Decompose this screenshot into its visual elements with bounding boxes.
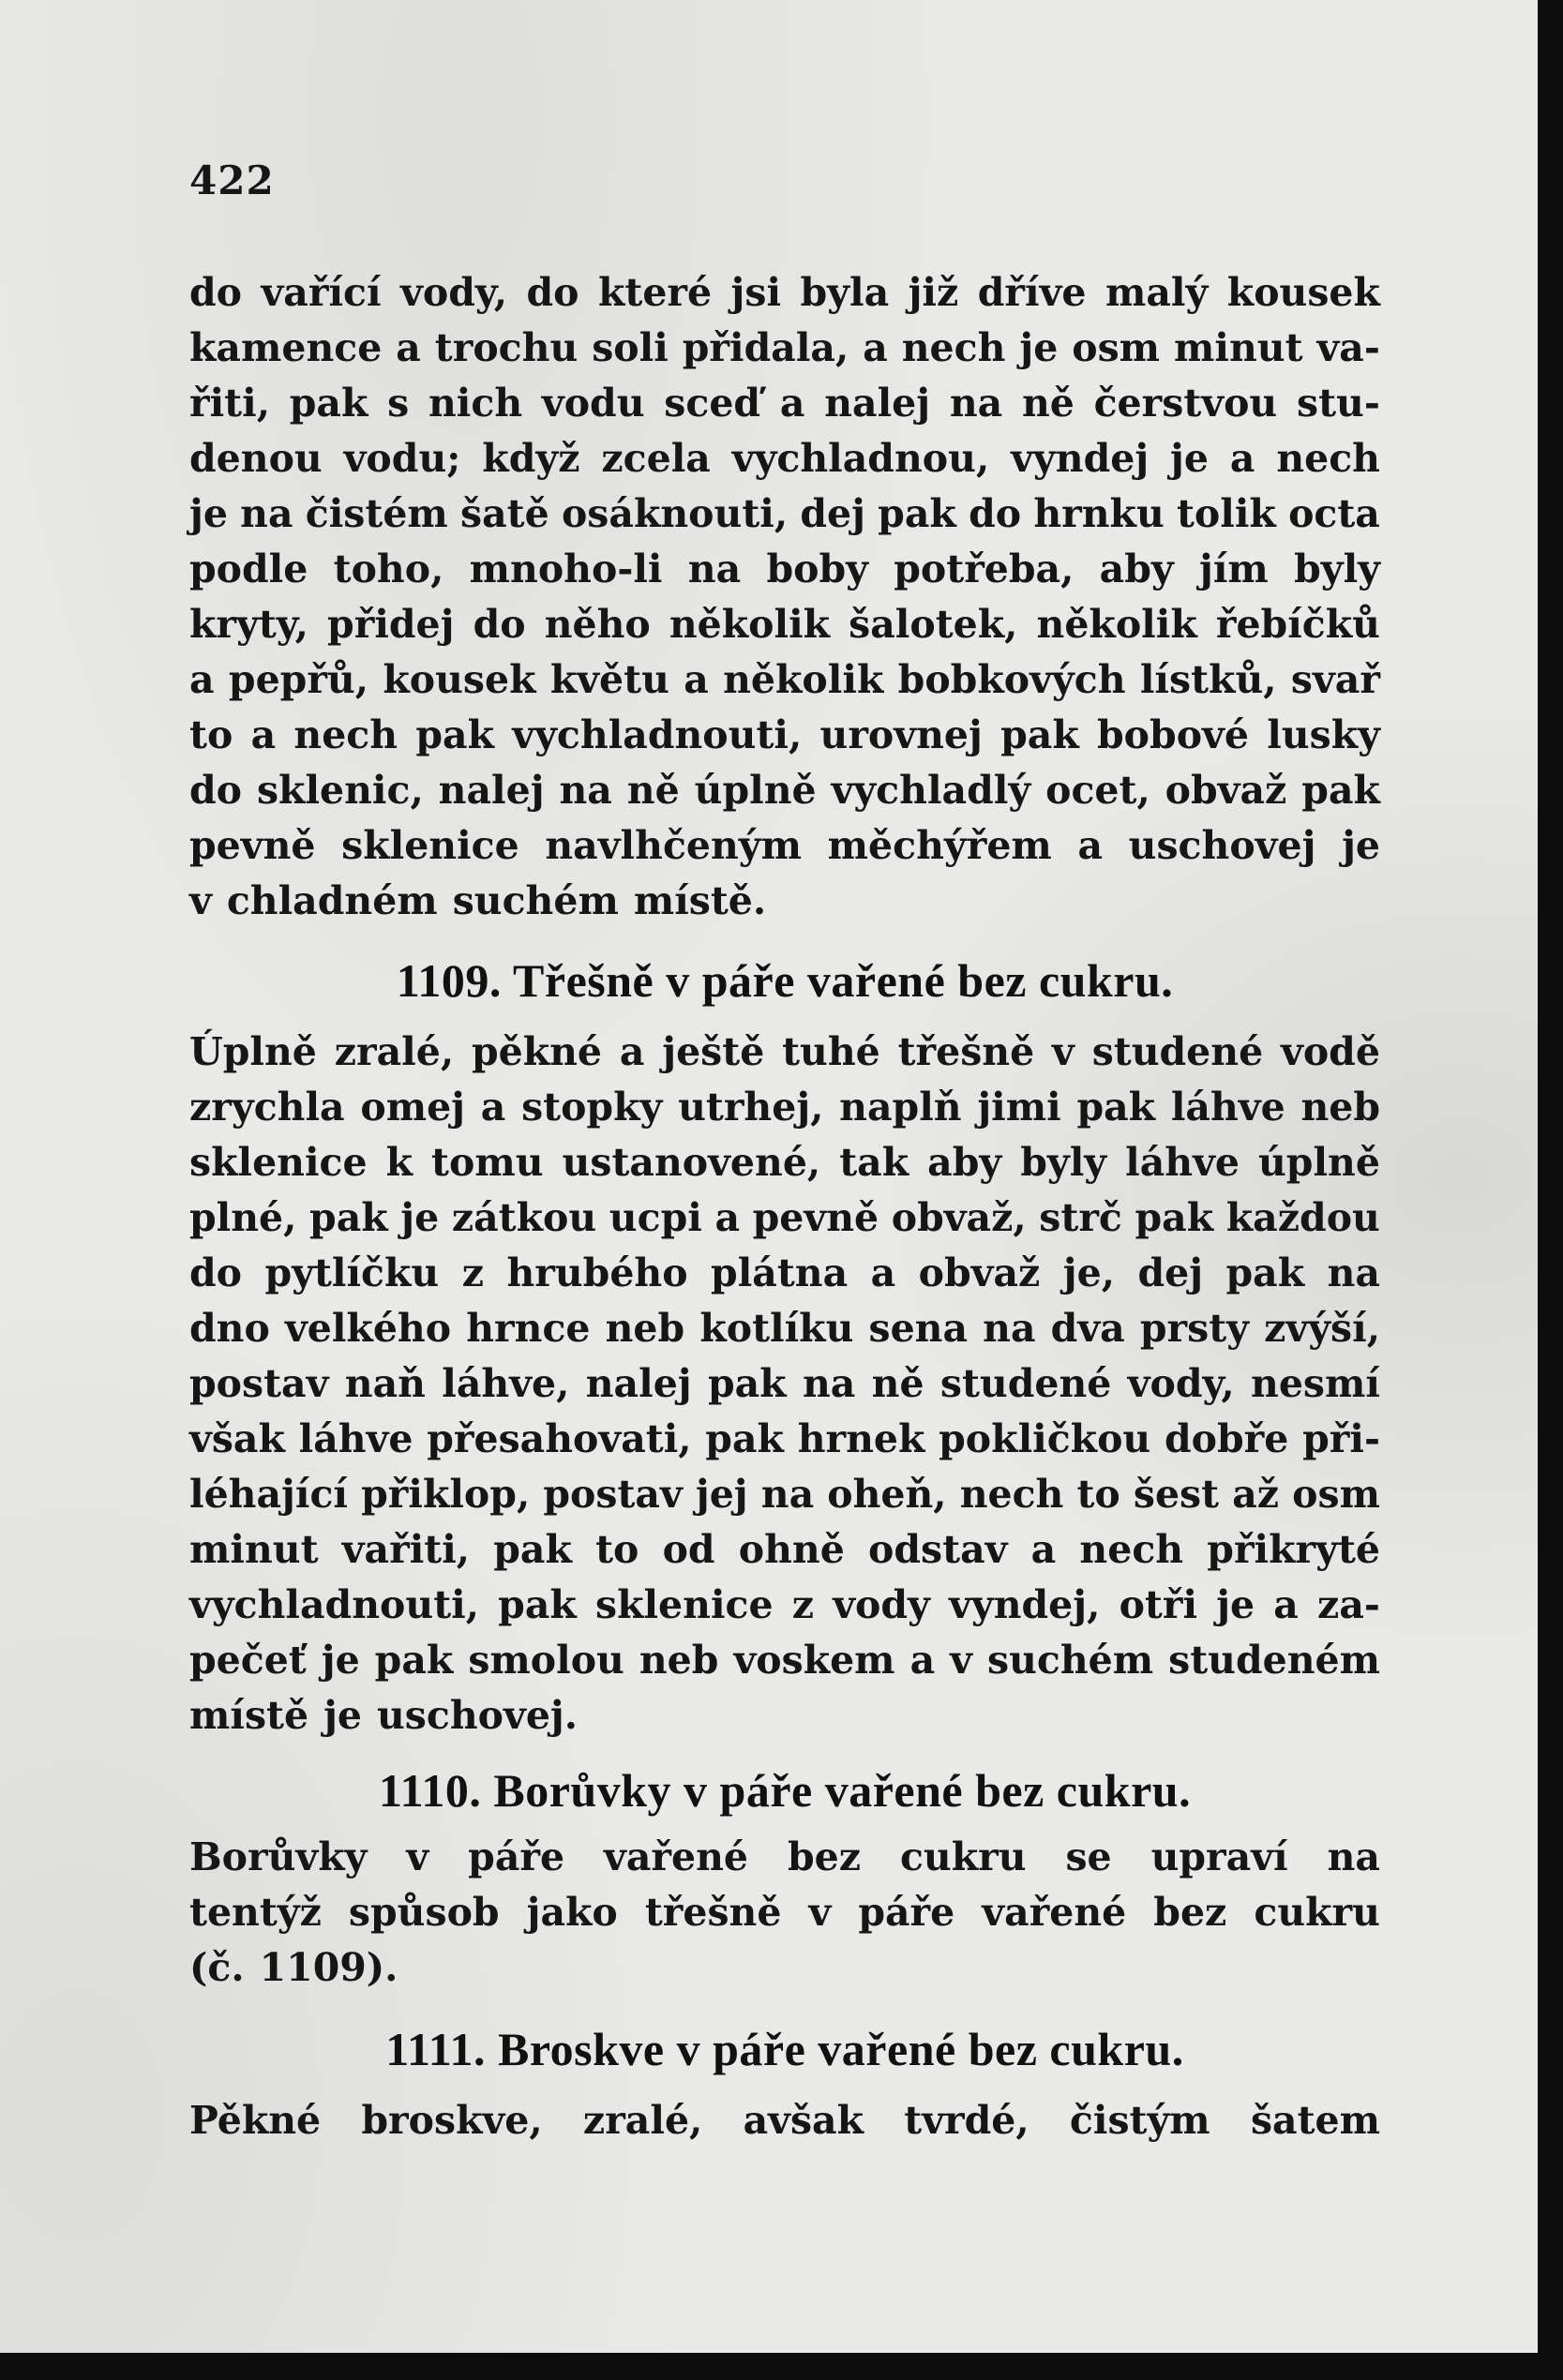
recipe-heading-1111: 1111. Broskve v páře vařené bez cukru.: [385, 2023, 1184, 2075]
text-line: kamence a trochu soli přidala, a nech je osm minut va-: [189, 325, 1380, 370]
scan-border-right: [1538, 0, 1563, 2380]
text-line: sklenice k tomu ustanovené, tak aby byly láhve úplně: [189, 1140, 1380, 1185]
intro-paragraph: [189, 265, 1380, 929]
text-line: místě je uschovej.: [189, 1693, 579, 1738]
page-number: 422: [189, 157, 275, 203]
text-line: do vařící vody, do které jsi byla již dříve malý kousek: [189, 270, 1380, 315]
text-line: to a nech pak vychladnouti, urovnej pak bobové lusky: [189, 712, 1380, 757]
recipe-heading-1110: 1110. Borůvky v páře vařené bez cukru.: [378, 1764, 1192, 1817]
recipe-heading-1109: 1109. Třešně v páře vařené bez cukru.: [396, 954, 1174, 1007]
scan-border-bottom: [0, 2353, 1563, 2380]
text-line: do sklenic, nalej na ně úplně vychladlý ocet, obvaž pak: [189, 768, 1380, 813]
text-line: pevně sklenice navlhčeným měchýřem a uschovej je: [189, 823, 1380, 868]
text-line: podle toho, mnoho-li na boby potřeba, aby jím byly: [189, 546, 1380, 591]
text-line: Borůvky v páře vařené bez cukru se upraví na: [189, 1834, 1380, 1879]
text-line: minut vařiti, pak to od ohně odstav a nech přikryté: [189, 1527, 1380, 1572]
recipe-body-1109: [189, 1025, 1380, 1744]
text-line: řiti, pak s nich vodu sceď a nalej na ně čerstvou stu-: [189, 381, 1380, 426]
text-line: a pepřů, kousek květu a několik bobkových lístků, svař: [189, 657, 1380, 702]
text-line: dno velkého hrnce neb kotlíku sena na dva prsty zvýší,: [189, 1306, 1380, 1351]
text-line: postav naň láhve, nalej pak na ně studené vody, nesmí: [189, 1361, 1380, 1406]
text-line: denou vodu; když zcela vychladnou, vyndej je a nech: [189, 436, 1380, 481]
text-line: je na čistém šatě osáknouti, dej pak do hrnku tolik octa: [189, 491, 1380, 536]
text-line: vychladnouti, pak sklenice z vody vyndej, otři je a za-: [189, 1582, 1380, 1627]
text-line: zrychla omej a stopky utrhej, naplň jimi pak láhve neb: [189, 1085, 1380, 1130]
text-line: však láhve přesahovati, pak hrnek pokličkou dobře při-: [189, 1416, 1380, 1461]
text-line: plné, pak je zátkou ucpi a pevně obvaž, strč pak každou: [189, 1195, 1380, 1240]
text-line: Pěkné broskve, zralé, avšak tvrdé, čistým šatem: [189, 2098, 1380, 2143]
text-line: do pytlíčku z hrubého plátna a obvaž je, dej pak na: [189, 1250, 1380, 1295]
text-line: (č. 1109).: [189, 1945, 398, 1990]
text-line: pečeť je pak smolou neb voskem a v suchém studeném: [189, 1638, 1380, 1683]
text-line: kryty, přidej do něho několik šalotek, několik řebíčků: [189, 602, 1380, 647]
recipe-body-1110: [189, 1830, 1380, 1996]
recipe-body-1111: [189, 2093, 1380, 2148]
text-line: v chladném suchém místě.: [189, 878, 767, 923]
text-line: léhající přiklop, postav jej na oheň, nech to šest až osm: [189, 1472, 1380, 1517]
text-line: tentýž spůsob jako třešně v páře vařené bez cukru: [189, 1890, 1380, 1935]
text-line: Úplně zralé, pěkné a ještě tuhé třešně v studené vodě: [189, 1029, 1380, 1074]
